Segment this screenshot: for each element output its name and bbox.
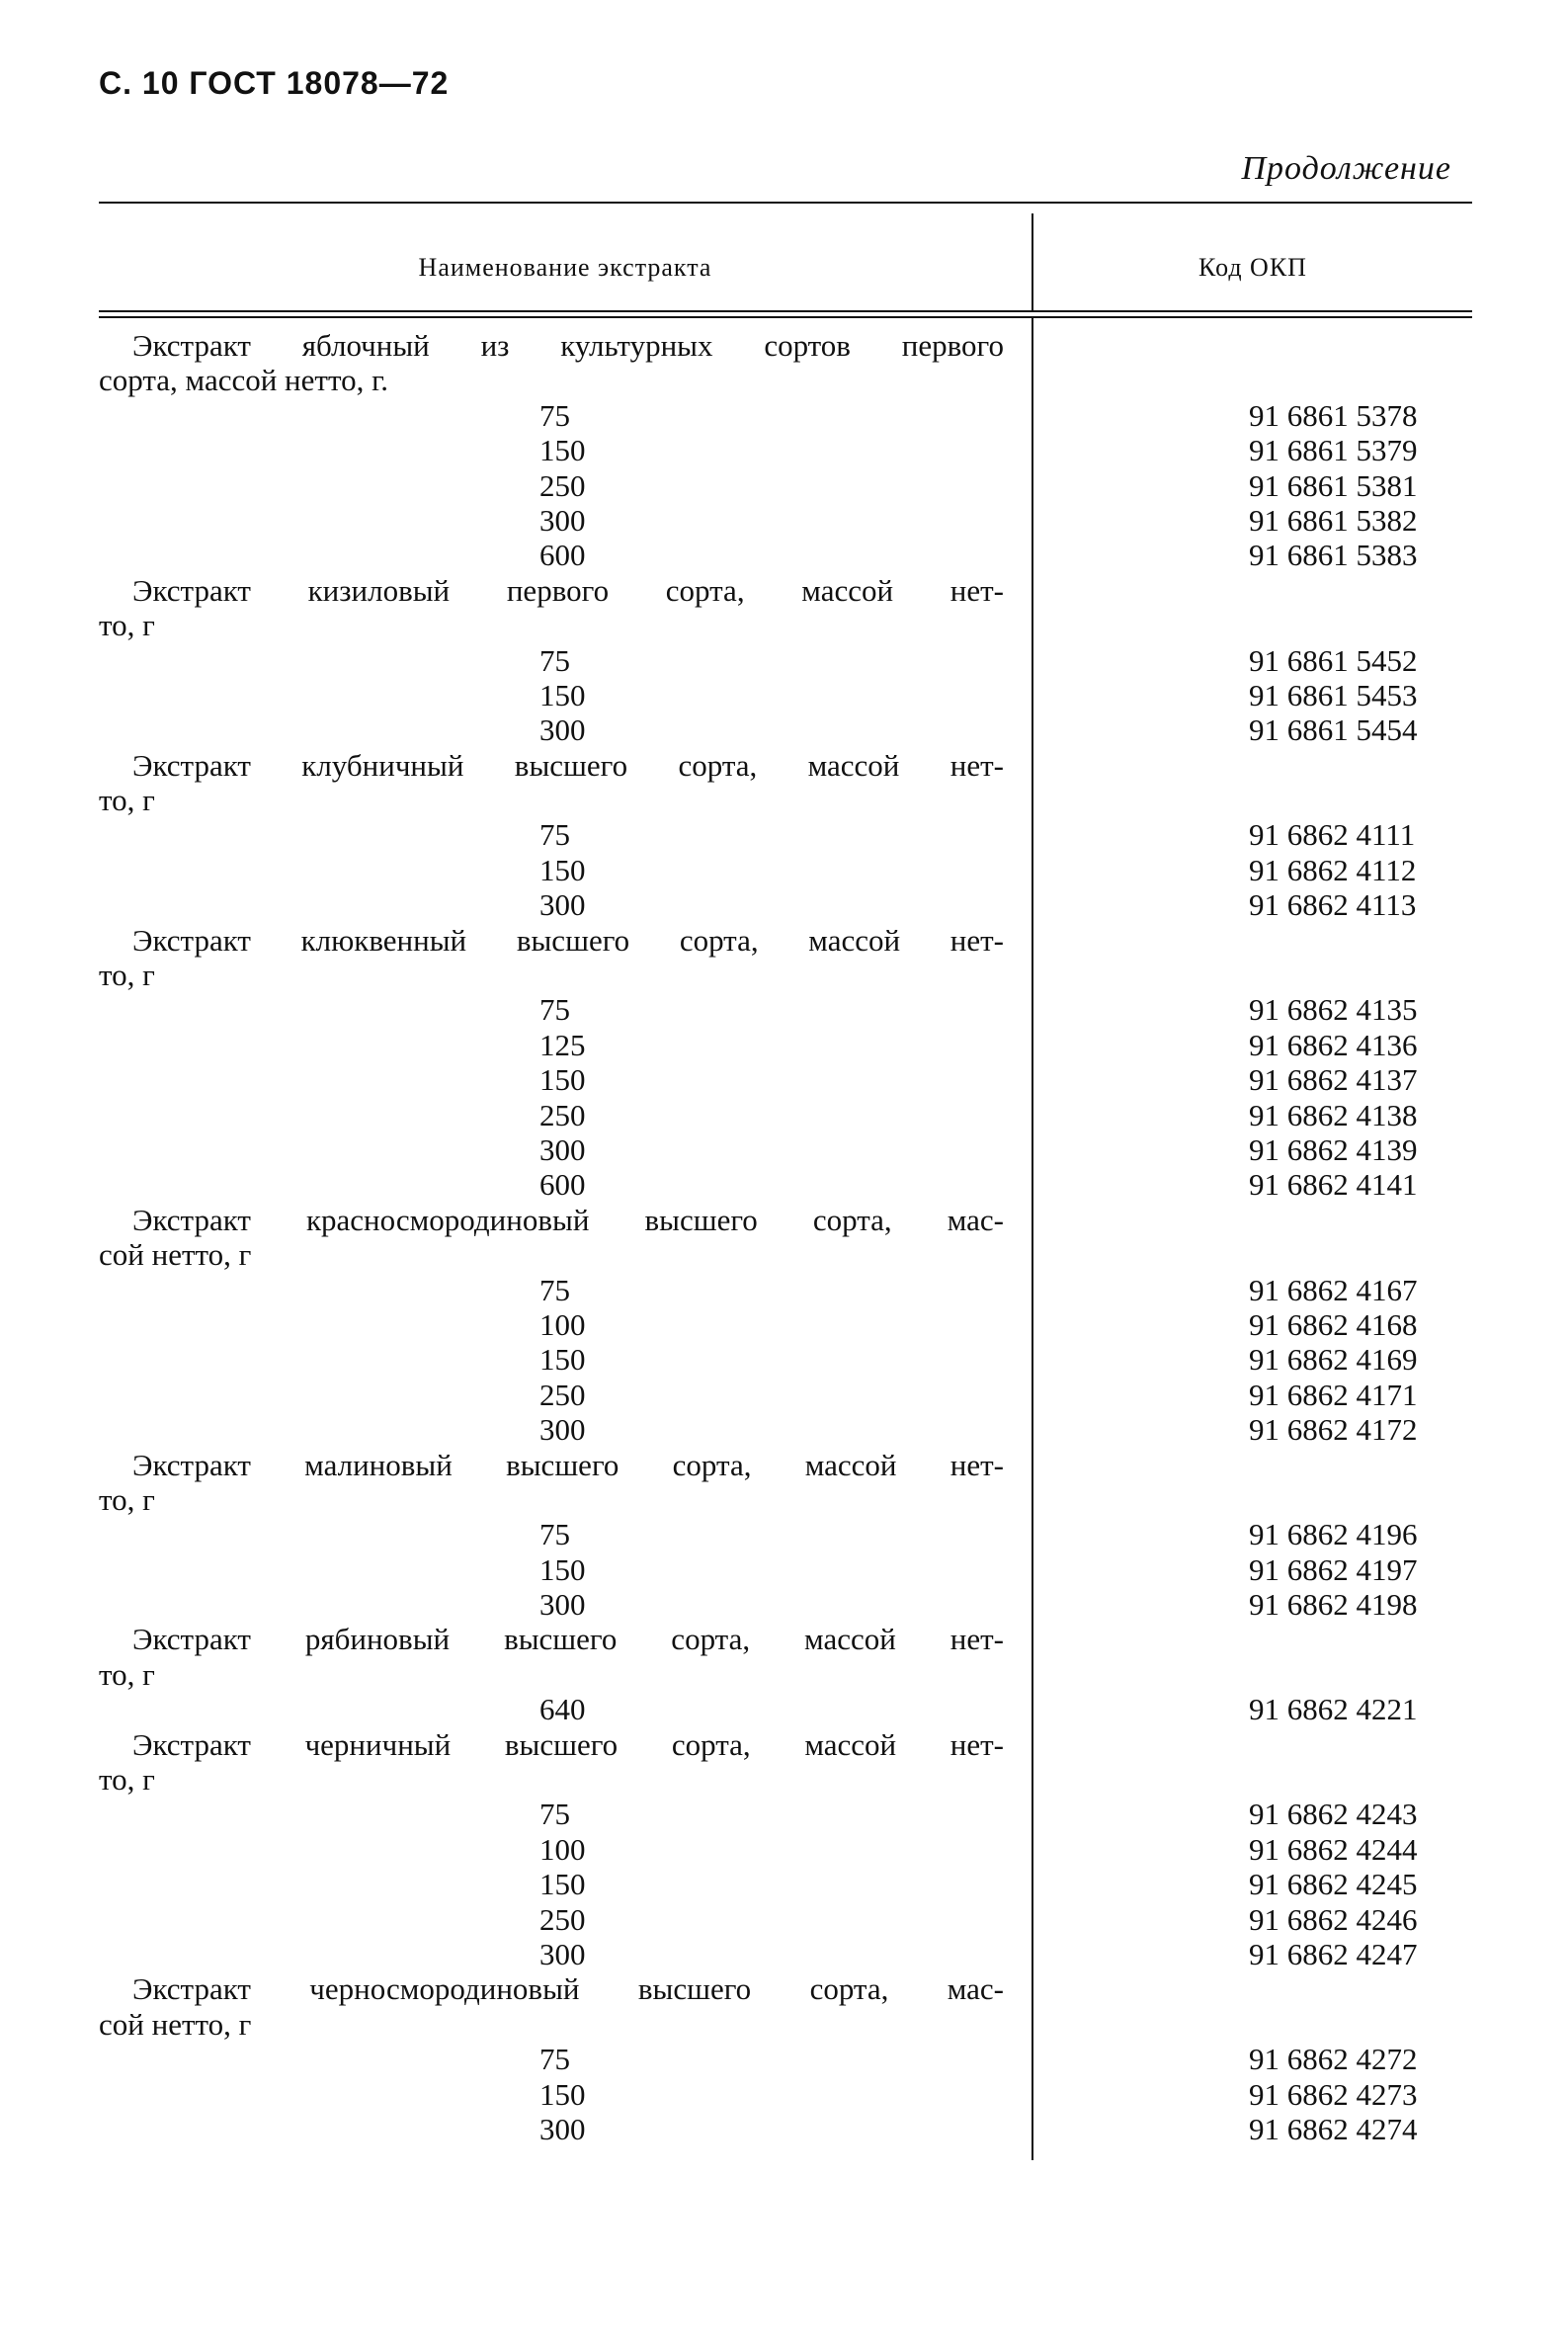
net-mass-cell: 250	[539, 1377, 586, 1412]
okp-code-cell: 91 6862 4111	[1249, 817, 1416, 853]
table-row	[99, 1062, 1472, 1097]
extract-title-line: то, г	[99, 783, 155, 818]
okp-code-cell: 91 6861 5378	[1249, 397, 1418, 433]
net-mass-cell: 75	[539, 817, 570, 853]
table-row	[99, 1132, 1472, 1167]
net-mass-cell: 300	[539, 1587, 586, 1623]
okp-code-cell: 91 6862 4273	[1249, 2076, 1418, 2112]
okp-code-cell: 91 6861 5454	[1249, 712, 1418, 748]
extract-title-row	[99, 958, 1472, 992]
extract-title-line: сой нетто, г	[99, 1237, 252, 1273]
extract-title-line: то, г	[99, 958, 155, 993]
net-mass-cell: 150	[539, 2076, 586, 2112]
table-row	[99, 538, 1472, 572]
table-row	[99, 398, 1472, 433]
net-mass-cell: 75	[539, 2042, 570, 2077]
extract-title-row	[99, 1727, 1472, 1762]
extract-title-row	[99, 608, 1472, 642]
okp-code-cell: 91 6862 4167	[1249, 1272, 1418, 1307]
okp-code-cell: 91 6862 4135	[1249, 992, 1418, 1028]
okp-code-cell: 91 6861 5381	[1249, 467, 1418, 503]
okp-code-cell: 91 6862 4245	[1249, 1867, 1418, 1902]
extract-title-line: то, г	[99, 1481, 155, 1517]
table-header	[99, 202, 1472, 310]
extract-title-row	[99, 1448, 1472, 1482]
okp-code-cell: 91 6862 4243	[1249, 1797, 1418, 1832]
table-row	[99, 887, 1472, 922]
table-row	[99, 1937, 1472, 1971]
table-row	[99, 853, 1472, 887]
extract-title-row	[99, 1657, 1472, 1692]
okp-code-cell: 91 6862 4198	[1249, 1587, 1418, 1623]
net-mass-cell: 150	[539, 677, 586, 712]
net-mass-cell: 75	[539, 1272, 570, 1307]
net-mass-cell: 75	[539, 1797, 570, 1832]
extract-title-row	[99, 1971, 1472, 2006]
table-row	[99, 2112, 1472, 2146]
okp-code-cell: 91 6861 5382	[1249, 502, 1418, 538]
table-row	[99, 433, 1472, 467]
table-row	[99, 1692, 1472, 1726]
extract-group	[99, 1971, 1472, 2146]
net-mass-cell: 75	[539, 992, 570, 1028]
net-mass-cell: 150	[539, 1062, 586, 1098]
extract-title-row	[99, 783, 1472, 817]
okp-table	[99, 202, 1472, 2146]
extract-group	[99, 1622, 1472, 1726]
extract-title-row	[99, 328, 1472, 363]
extract-group	[99, 1203, 1472, 1448]
column-header-name: Наименование экстракта	[418, 253, 712, 282]
extract-group	[99, 573, 1472, 748]
okp-code-cell: 91 6862 4139	[1249, 1131, 1418, 1167]
table-row	[99, 1412, 1472, 1447]
extract-title-row	[99, 1762, 1472, 1797]
extract-title-line: Экстракт черничный высшего сорта, массой нет-	[132, 1726, 1004, 1762]
extract-title-line: сорта, массой нетто, г.	[99, 363, 389, 398]
net-mass-cell: 300	[539, 712, 586, 748]
extract-title-row	[99, 573, 1472, 608]
okp-code-cell: 91 6862 4141	[1249, 1167, 1418, 1203]
extract-title-row	[99, 1203, 1472, 1237]
extract-title-line: Экстракт малиновый высшего сорта, массой нет-	[132, 1447, 1004, 1482]
extract-group	[99, 923, 1472, 1203]
okp-code-cell: 91 6862 4246	[1249, 1901, 1418, 1937]
table-row	[99, 1028, 1472, 1062]
net-mass-cell: 150	[539, 1867, 586, 1902]
net-mass-cell: 300	[539, 502, 586, 538]
extract-title-line: Экстракт клубничный высшего сорта, массой нет-	[132, 747, 1004, 783]
table-row	[99, 1797, 1472, 1831]
table-row	[99, 1273, 1472, 1307]
extract-title-row	[99, 1237, 1472, 1272]
extract-title-line: то, г	[99, 1762, 155, 1798]
table-row	[99, 992, 1472, 1027]
extract-title-line: то, г	[99, 1656, 155, 1692]
extract-title-row	[99, 1622, 1472, 1656]
net-mass-cell: 100	[539, 1831, 586, 1867]
net-mass-cell: 250	[539, 1097, 586, 1132]
okp-code-cell: 91 6861 5453	[1249, 677, 1418, 712]
okp-code-cell: 91 6862 4272	[1249, 2042, 1418, 2077]
okp-code-cell: 91 6862 4244	[1249, 1831, 1418, 1867]
extract-group	[99, 328, 1472, 573]
table-row	[99, 817, 1472, 852]
table-row	[99, 712, 1472, 747]
table-row	[99, 1552, 1472, 1587]
net-mass-cell: 150	[539, 1551, 586, 1587]
extract-title-row	[99, 2007, 1472, 2042]
table-row	[99, 1307, 1472, 1342]
extract-title-line: Экстракт клюквенный высшего сорта, массой нет-	[132, 922, 1004, 958]
extract-group	[99, 1727, 1472, 1972]
page-header: С. 10 ГОСТ 18078—72	[99, 65, 450, 101]
table-row	[99, 1902, 1472, 1937]
extract-title-line: Экстракт яблочный из культурных сортов первого	[132, 328, 1004, 363]
net-mass-cell: 75	[539, 1517, 570, 1552]
table-row	[99, 1867, 1472, 1901]
net-mass-cell: 640	[539, 1692, 586, 1727]
extract-title-row	[99, 923, 1472, 958]
extract-title-line: Экстракт рябиновый высшего сорта, массой нет-	[132, 1622, 1004, 1657]
okp-code-cell: 91 6862 4138	[1249, 1097, 1418, 1132]
table-row	[99, 503, 1472, 538]
table-row	[99, 1832, 1472, 1867]
extract-title-line: то, г	[99, 608, 155, 643]
table-row	[99, 2077, 1472, 2112]
extract-title-row	[99, 1482, 1472, 1517]
column-divider	[1032, 318, 1033, 2160]
extract-title-line: сой нетто, г	[99, 2006, 252, 2042]
okp-code-cell: 91 6862 4196	[1249, 1517, 1418, 1552]
extract-title-line: Экстракт красносмородиновый высшего сорта, мас-	[132, 1202, 1004, 1237]
okp-code-cell: 91 6862 4197	[1249, 1551, 1418, 1587]
okp-code-cell: 91 6862 4172	[1249, 1412, 1418, 1448]
extract-group	[99, 748, 1472, 923]
okp-code-cell: 91 6862 4221	[1249, 1692, 1418, 1727]
net-mass-cell: 300	[539, 1412, 586, 1448]
okp-code-cell: 91 6862 4169	[1249, 1342, 1418, 1378]
table-body	[99, 318, 1472, 2146]
okp-code-cell: 91 6862 4112	[1249, 852, 1417, 887]
table-row	[99, 1517, 1472, 1551]
net-mass-cell: 75	[539, 642, 570, 678]
table-row	[99, 1587, 1472, 1622]
extract-group	[99, 1448, 1472, 1623]
net-mass-cell: 300	[539, 1936, 586, 1971]
table-row	[99, 678, 1472, 712]
okp-code-cell: 91 6862 4137	[1249, 1062, 1418, 1098]
extract-title-row	[99, 363, 1472, 397]
header-double-rule	[99, 310, 1472, 318]
okp-code-cell: 91 6862 4247	[1249, 1936, 1418, 1971]
net-mass-cell: 300	[539, 887, 586, 923]
net-mass-cell: 250	[539, 467, 586, 503]
okp-code-cell: 91 6862 4136	[1249, 1027, 1418, 1062]
net-mass-cell: 150	[539, 852, 586, 887]
continuation-label: Продолжение	[1241, 150, 1451, 187]
okp-code-cell: 91 6862 4171	[1249, 1377, 1418, 1412]
table-row	[99, 1098, 1472, 1132]
okp-code-cell: 91 6862 4168	[1249, 1306, 1418, 1342]
net-mass-cell: 150	[539, 433, 586, 468]
okp-code-cell: 91 6862 4274	[1249, 2111, 1418, 2146]
net-mass-cell: 150	[539, 1342, 586, 1378]
net-mass-cell: 250	[539, 1901, 586, 1937]
column-header-code: Код ОКП	[1198, 253, 1307, 282]
okp-code-cell: 91 6861 5452	[1249, 642, 1418, 678]
net-mass-cell: 75	[539, 397, 570, 433]
extract-title-line: Экстракт черносмородиновый высшего сорта, мас-	[132, 1971, 1004, 2007]
net-mass-cell: 600	[539, 1167, 586, 1203]
extract-title-line: Экстракт кизиловый первого сорта, массой нет-	[132, 572, 1004, 608]
net-mass-cell: 125	[539, 1027, 586, 1062]
table-row	[99, 1378, 1472, 1412]
net-mass-cell: 600	[539, 538, 586, 573]
net-mass-cell: 100	[539, 1306, 586, 1342]
okp-code-cell: 91 6861 5379	[1249, 433, 1418, 468]
table-row	[99, 643, 1472, 678]
net-mass-cell: 300	[539, 1131, 586, 1167]
extract-title-row	[99, 748, 1472, 783]
okp-code-cell: 91 6861 5383	[1249, 538, 1418, 573]
net-mass-cell: 300	[539, 2111, 586, 2146]
table-row	[99, 1167, 1472, 1202]
table-row	[99, 468, 1472, 503]
table-row	[99, 2042, 1472, 2076]
table-row	[99, 1342, 1472, 1377]
okp-code-cell: 91 6862 4113	[1249, 887, 1417, 923]
